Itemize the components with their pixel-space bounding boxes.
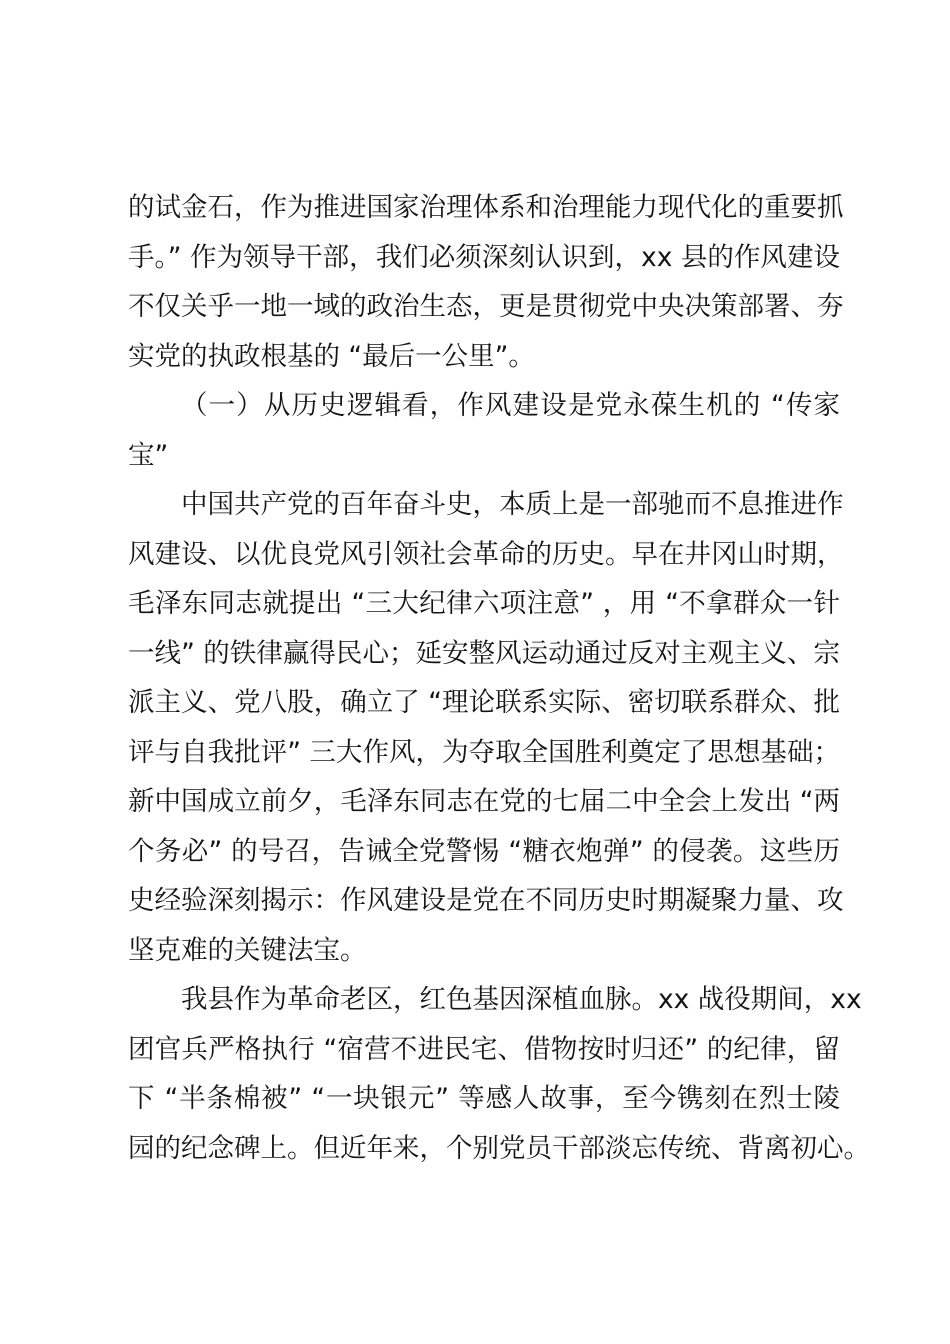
text-line: 新中国成立前夕，毛泽东同志在党的七届二中全会上发出 “两 <box>128 786 840 817</box>
text-line: 史经验深刻揭示：作风建设是党在不同历史时期凝聚力量、攻 <box>128 885 844 916</box>
text-line: 毛泽东同志就提出 “三大纪律六项注意” ，用 “不拿群众一针 <box>128 588 840 619</box>
document-body <box>128 183 870 1173</box>
section-heading-history <box>128 381 840 480</box>
text-line: 手。” 作为领导干部，我们必须深刻认识到，xx 县的作风建设 <box>128 241 840 273</box>
text-line: 个务必” 的号召，告诫全党警惕 “糖衣炮弹” 的侵袭。这些历 <box>128 835 840 867</box>
paragraph-intro-continuation <box>128 183 844 381</box>
text-line: 风建设、以优良党风引领社会革命的历史。早在井冈山时期， <box>128 538 844 570</box>
text-line: 评与自我批评” 三大作风，为夺取全国胜利奠定了思想基础； <box>128 736 840 768</box>
heading-line: （一）从历史逻辑看，作风建设是党永葆生机的 “传家 <box>181 390 840 421</box>
text-line: 中国共产党的百年奋斗史，本质上是一部驰而不息推进作 <box>181 489 844 520</box>
text-line: 坚克难的关键法宝。 <box>128 934 367 966</box>
paragraph-county-history <box>128 975 870 1173</box>
text-line: 一线” 的铁律赢得民心；延安整风运动通过反对主观主义、宗 <box>128 637 840 669</box>
heading-line: 宝” <box>128 439 169 471</box>
text-line: 团官兵严格执行 “宿营不进民宅、借物按时归还” 的纪律，留 <box>128 1033 840 1065</box>
text-line: 不仅关乎一地一域的政治生态，更是贯彻党中央决策部署、夯 <box>128 291 844 322</box>
text-line: 园的纪念碑上。但近年来，个别党员干部淡忘传统、背离初心。 <box>128 1132 870 1164</box>
text-line: 下 “半条棉被” “一块银元” 等感人故事，至今镌刻在烈士陵 <box>128 1083 840 1114</box>
paragraph-party-history <box>128 480 844 975</box>
text-line: 实党的执政根基的 “最后一公里”。 <box>128 340 535 372</box>
text-line: 的试金石，作为推进国家治理体系和治理能力现代化的重要抓 <box>128 192 844 223</box>
text-line: 派主义、党八股，确立了 “理论联系实际、密切联系群众、批 <box>128 687 840 718</box>
text-line: 我县作为革命老区，红色基因深植血脉。xx 战役期间，xx <box>181 984 862 1015</box>
